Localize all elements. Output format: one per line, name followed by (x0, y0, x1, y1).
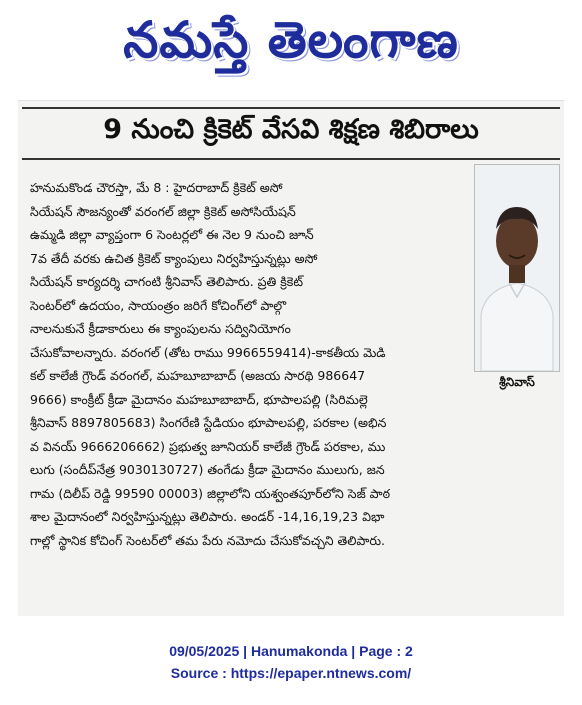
top-rule (22, 107, 560, 109)
news-clipping (18, 100, 564, 616)
article-line: గామ (దిలీప్ రెడ్డి 99590 00003) జిల్లాలోని యశ్వంతపూర్‌లోని సెజ్ పాఠ (30, 485, 390, 501)
article-line: చేసుకోవాలన్నారు. వరంగల్ (తోట రాము 9966559414)-కాకతీయ మెడి (30, 344, 386, 360)
footer-dateline: 09/05/2025 | Hanumakonda | Page : 2 (169, 643, 413, 659)
footer-source-link[interactable]: Source : https://epaper.ntnews.com/ (170, 665, 412, 681)
masthead-title: నమస్తే తెలంగాణ (123, 10, 459, 69)
article-line: లుగు (సందీప్‌నేత్ర 9030130727) తంగేడు క్రీడా మైదానం ములుగు, జన (30, 462, 385, 477)
article-line: సియేషన్ కార్యదర్శి చాగంటి శ్రీనివాస్ తెలిపారు. ప్రతి క్రికెట్ (30, 274, 303, 289)
article-line: సెంటర్‌లో ఉదయం, సాయంత్రం జరిగే కోచింగ్‌లో పాల్గొ (30, 297, 287, 313)
article-line: 7వ తేదీ వరకు ఉచిత క్రికెట్ క్యాంపులు నిర్వహిస్తున్నట్లు అసో (30, 250, 318, 266)
article-headline: 9 నుంచి క్రికెట్ వేసవి శిక్షణ శిబిరాలు (103, 114, 479, 145)
article-line: గాల్లో స్థానిక కోచింగ్ సెంటర్‌లో తమ పేరు నమోదు చేసుకోవచ్చని తెలిపారు. (30, 532, 386, 548)
article-line: శ్రీనివాస్ 8897805683) సింగరేణి స్టేడియం భూపాలపల్లి, పరకాల (అభిన (30, 415, 387, 430)
article-body (30, 176, 462, 552)
article-line: ఉమ్మడి జిల్లా వ్యాప్తంగా 6 సెంటర్లలో ఈ నెల 9 నుంచి జూన్ (30, 227, 314, 242)
bottom-rule (22, 158, 560, 160)
article-line: కల్ కాలేజీ గ్రౌండ్ వరంగల్, మహబూబాబాద్ (అజయ సారథి 986647 (30, 368, 366, 383)
masthead (0, 0, 582, 92)
article-line: నాలనుకునే క్రీడాకారులు ఈ క్యాంపులను సద్వినియోగం (30, 321, 291, 336)
footer (0, 640, 582, 684)
article-line: హనుమకొండ చౌరస్తా, మే 8 : హైదరాబాద్ క్రికెట్ అసో (30, 180, 283, 195)
article-line: శాల మైదానంలో నిర్వహిస్తున్నట్లు తెలిపారు. అండర్ -14,16,19,23 విభా (30, 509, 385, 524)
photo-caption: శ్రీనివాస్ (499, 375, 535, 389)
article-line: 9666) కాంక్రీట్ క్రీడా మైదానం మహబూబాబాద్, భూపాలపల్లి (సిరిమల్లె (30, 391, 368, 407)
article-line: వ వినయ్ 9666206662) ప్రభుత్వ జూనియర్ కాలేజీ గ్రౌండ్ పరకాల, ము (30, 438, 386, 454)
article-line: సియేషన్ సౌజన్యంతో వరంగల్ జిల్లా క్రికెట్ అసోసియేషన్ (30, 203, 296, 219)
